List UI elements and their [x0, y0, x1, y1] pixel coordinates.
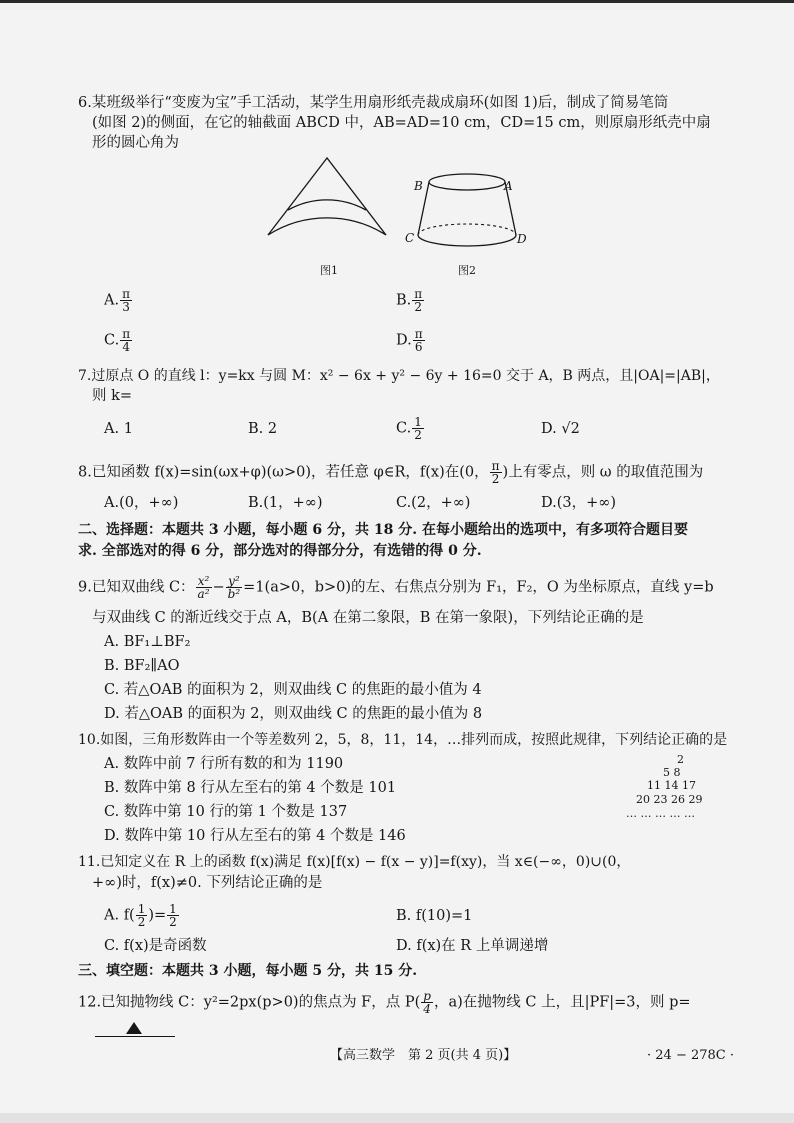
q10-option-a: A. 数阵中前 7 行所有数的和为 1190: [104, 756, 344, 772]
q10-option-d: D. 数阵中第 10 行从左至右的第 4 个数是 146: [104, 828, 406, 844]
bottom-edge: [0, 1113, 794, 1123]
q7-stem-line2: 则 k=: [92, 388, 133, 404]
q7-option-c: C. $\frac{1}{2}$: [396, 415, 422, 442]
number-triangle-row-3: 11 14 17: [647, 779, 696, 792]
q11-option-d: D. f(x)在 R 上单调递增: [396, 938, 549, 954]
figure-2-label-d: D: [517, 232, 527, 246]
q8-option-b: B.(1，+∞): [248, 495, 323, 511]
q8-stem: 8.已知函数 f(x)=sin(ωx+φ)(ω>0)，若任意 φ∈R，f(x)在(0， $\frac{\pi}{2}$ )上有零点，则 ω 的取值范围为: [78, 459, 704, 486]
q6-option-b: B. $\frac{\pi}{2}$: [396, 287, 423, 314]
figure-2-label-a: A: [504, 179, 513, 193]
q8-option-a: A.(0，+∞): [104, 495, 179, 511]
q10-option-c: C. 数阵中第 10 行的第 1 个数是 137: [104, 804, 348, 820]
q6-option-c: C. $\frac{\pi}{4}$: [104, 327, 131, 354]
q11-option-a: A. f( $\frac{1}{2}$ )= $\frac{1}{2}$: [104, 902, 177, 929]
q9-stem-line1: 9.已知双曲线 C： $\frac{\text{x²}}{\text{a²}}$ − $\frac{\text{y²}}{\text{b²}}$ =1(a>0，b>0)的左、右焦点分别为 F₁，F₂，O 为坐标原点，直线 y=b: [78, 574, 714, 601]
q9-stem-line2: 与双曲线 C 的渐近线交于点 A，B(A 在第二象限，B 在第一象限)，下列结论正确的是: [92, 610, 644, 626]
figure-1-sector-ring: [260, 155, 395, 260]
figure-2-label-c: C: [405, 231, 415, 245]
q8-option-c: C.(2，+∞): [396, 495, 471, 511]
q6-option-d: D. $\frac{\pi}{6}$: [396, 327, 423, 354]
footer-code: · 24 − 278C ·: [647, 1048, 734, 1063]
q7-option-d: D. √2: [541, 421, 580, 437]
footer-page-info: 【高三数学 第 2 页(共 4 页)】: [330, 1048, 517, 1063]
q7-option-b: B. 2: [248, 421, 278, 437]
q9-option-b: B. BF₂∥AO: [104, 658, 180, 674]
q9-option-d: D. 若△OAB 的面积为 2，则双曲线 C 的焦距的最小值为 8: [104, 706, 483, 722]
q6-stem-line2: (如图 2)的侧面，在它的轴截面 ABCD 中，AB=AD=10 cm，CD=15 cm，则原扇形纸壳中扇: [92, 115, 711, 131]
q6-stem-line3: 形的圆心角为: [92, 135, 179, 151]
q12-answer-blank: [95, 1036, 175, 1037]
q10-stem: 10.如图，三角形数阵由一个等差数列 2，5，8，11，14，…排列而成，按照此规律，下列结论正确的是: [78, 732, 728, 748]
section-2-heading-line1: 二、选择题：本题共 3 小题，每小题 6 分，共 18 分. 在每小题给出的选项中，有多项符合题目要: [78, 522, 688, 538]
number-triangle-row-2: 5 8: [663, 766, 681, 779]
q10-option-b: B. 数阵中第 8 行从左至右的第 4 个数是 101: [104, 780, 397, 796]
number-triangle-row-1: 2: [677, 753, 684, 766]
q11-stem-line2: +∞)时，f(x)≠0. 下列结论正确的是: [92, 875, 323, 891]
q6-option-a: A. $\frac{\pi}{3}$: [104, 287, 130, 314]
top-border: [0, 0, 794, 3]
figure-2-caption: 图2: [458, 264, 476, 277]
q12-stem: 12.已知抛物线 C：y²=2px(p>0)的焦点为 F，点 P( $\frac{p}{4}$ ，a)在抛物线 C 上，且|PF|=3，则 p=: [78, 989, 691, 1016]
number-triangle-row-5: … … … … …: [626, 807, 695, 820]
q11-stem-line1: 11.已知定义在 R 上的函数 f(x)满足 f(x)[f(x) − f(x − y)]=f(xy)，当 x∈(−∞，0)∪(0，: [78, 854, 631, 870]
q11-option-b: B. f(10)=1: [396, 908, 473, 924]
figure-2-label-b: B: [414, 179, 423, 193]
q11-option-c: C. f(x)是奇函数: [104, 938, 207, 954]
figure-1-caption: 图1: [320, 264, 338, 277]
section-3-heading: 三、填空题：本题共 3 小题，每小题 5 分，共 15 分.: [78, 963, 418, 979]
q6-stem-line1: 6.某班级举行“变废为宝”手工活动，某学生用扇形纸壳裁成扇环(如图 1)后，制成了简易笔筒: [78, 95, 669, 111]
q8-option-d: D.(3，+∞): [541, 495, 616, 511]
q9-option-c: C. 若△OAB 的面积为 2，则双曲线 C 的焦距的最小值为 4: [104, 682, 482, 698]
q7-option-a: A. 1: [104, 421, 133, 437]
section-2-heading-line2: 求. 全部选对的得 6 分，部分选对的得部分分，有选错的得 0 分.: [78, 543, 482, 559]
pen-tip-icon: [126, 1022, 142, 1034]
q9-option-a: A. BF₁⊥BF₂: [104, 634, 191, 650]
number-triangle-row-4: 20 23 26 29: [636, 793, 703, 806]
q7-stem-line1: 7.过原点 O 的直线 l：y=kx 与圆 M：x² − 6x + y² − 6y + 16=0 交于 A，B 两点，且|OA|=|AB|，: [78, 368, 720, 384]
